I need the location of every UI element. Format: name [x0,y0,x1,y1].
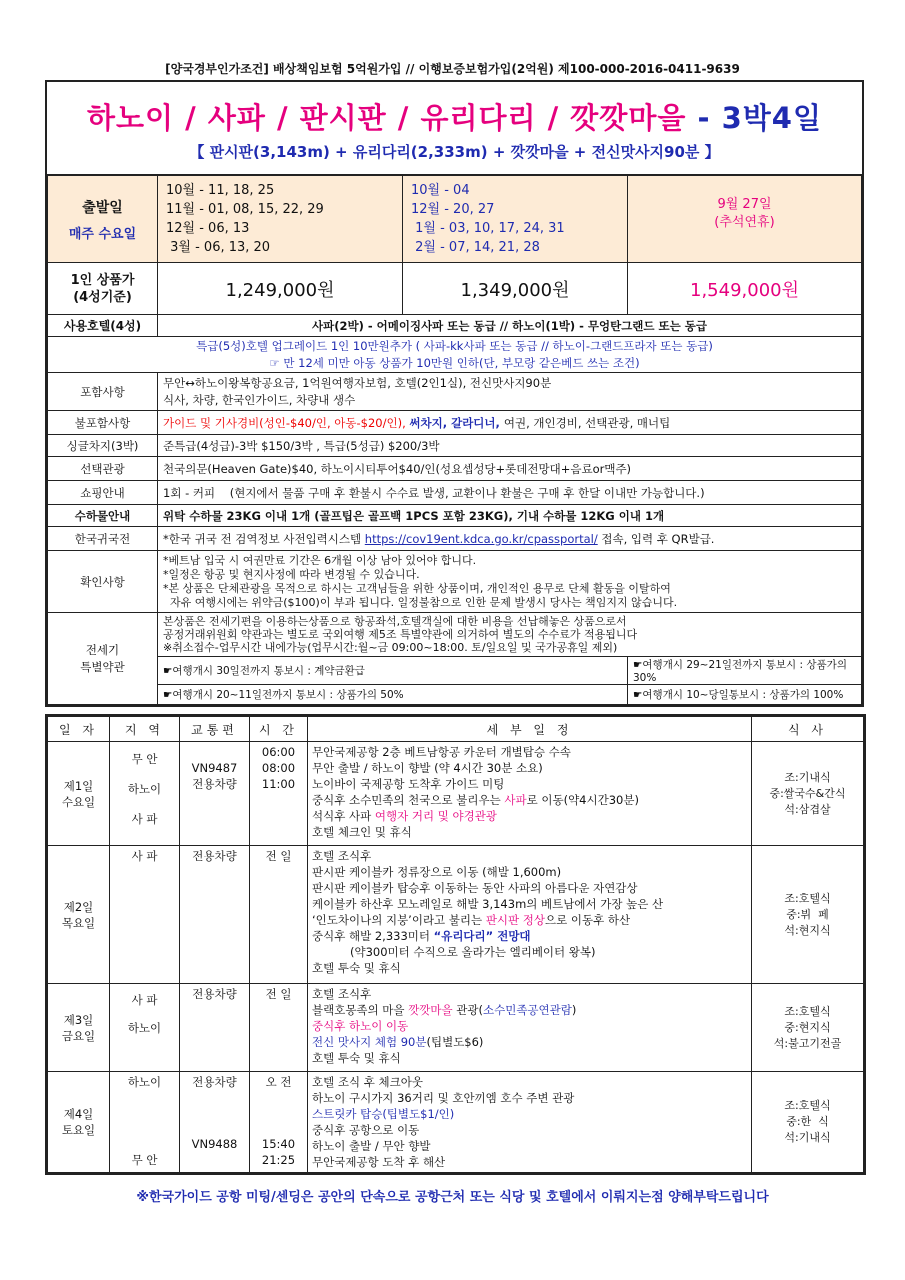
refund-rule-2: ☛여행개시 29~21일전까지 통보시 : 상품가의 30% [628,657,862,685]
detail-line [312,1106,747,1122]
region: 무 안 [131,1153,158,1167]
highlight: 소수민족공연관람 [483,1003,572,1017]
included-line: 식사, 차량, 한국인가이드, 차량내 생수 [163,392,356,407]
time: 전 일 [250,984,308,1072]
date-line: 10월 - 11, 18, 25 [166,183,275,198]
time: 21:25 [261,1153,296,1167]
excluded-label: 불포함사항 [48,411,158,435]
time: 11:00 [261,777,296,791]
meal: 조:호텔식 [784,1099,831,1112]
time: 08:00 [261,761,296,775]
region: 사 파 [131,993,158,1007]
flight-code: VN9488 [191,1137,238,1151]
excluded-row [48,411,862,435]
charter-line: ※취소접수-업무시간 내에가능(업무시간:월~금 09:00~18:00. 토/일요일 및 국가공휴일 제외) [163,641,618,654]
highlight: “유리다리” 전망대 [433,929,531,943]
day-of-week: 수요일 [61,794,96,809]
baggage-text: 위탁 수하물 23KG 이내 1개 (골프팁은 골프백 1PCS 포함 23KG), 기내 수하물 12KG 이내 1개 [158,505,862,527]
meal: 조:기내식 [784,770,831,784]
header-transport: 교통편 [180,717,250,742]
detail-line: 호텔 투숙 및 휴식 [312,961,401,975]
text: 로 이동(약4시간30분) [526,793,639,807]
charter-text [158,613,862,657]
title-duration: - 3박4일 [697,101,822,135]
detail-line: 노이바이 국제공항 도착후 가이드 미팅 [312,777,505,791]
transport: 전용차량 [180,846,250,984]
time: 오 전 [265,1075,292,1089]
meal: 중:한 식 [786,1115,829,1128]
time: 15:40 [261,1137,296,1151]
detail-line [312,808,747,824]
refund-rule-4: ☛여행개시 10~당일통보시 : 상품가의 100% [628,685,862,705]
return-row [48,527,862,551]
region-cell [110,742,180,846]
page-subtitle: 【 판시판(3,143m) + 유리다리(2,333m) + 깟깟마을 + 전신맛사지90분 】 [189,143,720,161]
confirm-label: 확인사항 [48,551,158,613]
optional-label: 선택관광 [48,457,158,481]
footer-notice: ※한국가이드 공항 미팅/센딩은 공안의 단속으로 공항근처 또는 식당 및 호텔에서 이뤄지는점 양해부탁드립니다 [136,1190,769,1205]
region: 무 안 [131,752,158,766]
detail-line: 하노이 구시가지 36거리 및 호안끼엠 호수 주변 관광 [312,1091,575,1105]
meal: 조:호텔식 [784,891,831,905]
meal: 조:호텔식 [784,1004,831,1018]
quarantine-link[interactable]: https://cov19ent.kdca.go.kr/cpassportal/ [364,531,598,546]
meal: 중:뷔 페 [786,907,829,921]
time: 06:00 [261,745,296,759]
text: 블랙호몽족의 마을 [312,1003,409,1017]
detail-line [312,912,747,928]
detail-line [312,928,747,944]
header-day: 일 자 [48,717,110,742]
detail-line: 판시판 케이블카 정류장으로 이동 (해발 1,600m) [312,865,562,879]
flight-code: VN9487 [191,761,238,775]
date-line: 9월 27일 [717,197,772,212]
day-of-week: 금요일 [61,1028,96,1043]
meal-cell [752,846,864,984]
detail-line: 호텔 조식후 [312,987,372,1001]
header-region: 지 역 [110,717,180,742]
charter-label-line: 전세기 [85,642,120,657]
highlight: 여행자 거리 및 야경관광 [374,809,497,823]
charter-label-line: 특별약관 [80,659,125,674]
baggage-row [48,505,862,527]
shopping-text: 1회 - 커피 (현지에서 물품 구매 후 환불시 수수료 발생, 교환이나 환불은 구매 후 한달 이내만 가능합니다.) [158,481,862,505]
header-meal: 식 사 [752,717,864,742]
detail-line: 호텔 조식후 [312,849,372,863]
shopping-label: 쇼핑안내 [48,481,158,505]
detail-line: (약300미터 수직으로 올라가는 엘리베이터 왕복) [350,945,596,959]
confirm-line: *베트남 입국 시 여권만료 기간은 6개월 이상 남아 있어야 합니다. [163,553,477,567]
detail-line: 무안국제공항 2층 베트남항공 카운터 개별탑승 수속 [312,745,571,759]
day-cell [48,984,110,1072]
text: (팁별도$6) [426,1035,484,1049]
day-number: 제2일 [63,899,94,914]
confirm-line: *일정은 항공 및 현지사정에 따라 변경될 수 있습니다. [163,567,420,581]
region: 사 파 [131,812,158,826]
meal: 석:삼겹살 [784,802,831,816]
departure-sublabel: 매주 수요일 [68,226,137,242]
hotel-row [48,315,862,337]
region-cell [110,984,180,1072]
itinerary-day-4 [48,1072,864,1173]
itinerary-day-3 [48,984,864,1072]
included-text [158,373,862,411]
optional-row [48,457,862,481]
price-1: 1,249,000원 [158,263,403,315]
single-label: 싱글차지(3박) [48,435,158,457]
departure-dates-1 [158,176,403,263]
region: 하노이 [127,1021,162,1035]
day-number: 제3일 [63,1012,94,1027]
meal-cell [752,742,864,846]
region: 사 파 [110,846,180,984]
time: 전 일 [250,846,308,984]
itinerary-table-box [45,714,866,1175]
departure-row [48,176,862,263]
meal: 석:현지식 [784,923,831,937]
refund-row-2 [48,685,862,705]
detail-cell [308,984,752,1072]
detail-line: 호텔 조식 후 체크아웃 [312,1075,423,1089]
product-info-box [45,80,864,707]
text: (팁별도$1/인) [382,1107,455,1121]
transport: 전용차량 [192,1075,237,1089]
departure-dates-2 [403,176,628,263]
date-line: (추석연휴) [714,215,775,230]
charter-row [48,613,862,657]
highlight: 전신 맛사지 체험 90분 [312,1035,427,1049]
price-label-cell [48,263,158,315]
text: 중식후 해발 2,333미터 [312,929,434,943]
day-of-week: 토요일 [61,1123,96,1137]
highlight: 스트릿카 탑승 [312,1107,383,1121]
detail-line: 호텔 투숙 및 휴식 [312,1051,401,1065]
detail-line: 중식후 하노이 이동 [312,1019,409,1033]
price-2: 1,349,000원 [403,263,628,315]
refund-rule-1: ☛여행개시 30일전까지 통보시 : 계약금환급 [158,657,628,685]
detail-line: 호텔 체크인 및 휴식 [312,825,412,839]
text: 관광( [452,1003,483,1017]
date-line: 11월 - 01, 08, 15, 22, 29 [166,202,324,217]
refund-rule-3: ☛여행개시 20~11일전까지 통보시 : 상품가의 50% [158,685,628,705]
day-cell [48,846,110,984]
day-of-week: 목요일 [61,915,96,930]
optional-text: 천국의문(Heaven Gate)$40, 하노이시티투어$40/인(성요셉성당+롯데전망대+음료or맥주) [158,457,862,481]
excluded-guide-fee: 가이드 및 기사경비(성인-$40/인, 아동-$20/인), [163,415,410,430]
meal-cell [752,984,864,1072]
confirm-row [48,551,862,613]
detail-cell [308,846,752,984]
confirm-text [158,551,862,613]
excluded-rest: 여권, 개인경비, 선택관광, 매너팁 [503,415,671,430]
date-line: 1월 - 03, 10, 17, 24, 31 [411,221,565,236]
text: 석식후 사파 [312,809,375,823]
included-line: 무안↔하노이왕복항공요금, 1억원여행자보험, 호텔(2인1실), 전신맛사지90분 [163,375,552,390]
price-label: 1인 상품가 [70,272,135,288]
day-number: 제1일 [63,778,94,793]
text: 으로 이동후 하산 [545,913,631,927]
date-line: 10월 - 04 [411,183,470,198]
transport-cell [180,742,250,846]
meal: 석:불고기전골 [773,1036,842,1050]
upgrade-text: 특급(5성)호텔 업그레이드 1인 10만원추가 ( 사파-kk사파 또는 동급 // 하노이-그랜드프라자 또는 동급) [196,338,713,353]
hotel-text: 사파(2박) - 어메이징사파 또는 동급 // 하노이(1박) - 무엉탄그랜드 또는 동급 [158,315,862,337]
detail-line: 무안국제공항 도착 후 해산 [312,1155,446,1169]
header-time: 시 간 [250,717,308,742]
price-3: 1,549,000원 [628,263,862,315]
detail-cell [308,742,752,846]
meal: 중:쌀국수&간식 [769,786,846,800]
day-cell [48,1072,110,1173]
text: ) [571,1003,577,1017]
meal: 석:기내식 [784,1131,831,1144]
included-label: 포함사항 [48,373,158,411]
hotel-label: 사용호텔(4성) [48,315,158,337]
top-notice: [양국경부인가조건] 배상책임보험 5억원가입 // 이행보증보험가입(2억원) 제100-000-2016-0411-9639 [165,62,740,76]
shopping-row [48,481,862,505]
time-cell [250,742,308,846]
transport-cell [180,1072,250,1173]
page-title [47,82,862,137]
itinerary-header [48,717,864,742]
day-number: 제4일 [63,1107,94,1121]
day-cell [48,742,110,846]
return-pre: *한국 귀국 전 검역정보 사전입력시스템 [163,531,365,546]
transport: 전용차량 [192,777,237,791]
date-line: 12월 - 06, 13 [166,221,250,236]
header-detail: 세 부 일 정 [308,717,752,742]
title-route: 하노이 / 사파 / 판시판 / 유리다리 / 깟깟마을 [87,101,698,135]
detail-line: 중식후 공항으로 이동 [312,1123,420,1137]
confirm-line: 자유 여행시에는 위약금($100)이 부과 됩니다. 일정불참으로 인한 문제 발생시 당사는 책임지지 않습니다. [163,595,678,609]
departure-label-cell [48,176,158,263]
date-line: 12월 - 20, 27 [411,202,495,217]
itinerary-table [47,716,864,1173]
itinerary-day-1 [48,742,864,846]
meal-cell [752,1072,864,1173]
baggage-label: 수하물안내 [48,505,158,527]
excluded-text [158,411,862,435]
confirm-line: *본 상품은 단체관광을 목적으로 하시는 고객님들을 위한 상품이며, 개인적인 용무로 단체 활동을 이탈하여 [163,581,671,595]
detail-cell [308,1072,752,1173]
time-cell [250,1072,308,1173]
region: 하노이 [127,1075,162,1089]
return-label: 한국귀국전 [48,527,158,551]
detail-line [312,792,747,808]
date-line: 2월 - 07, 14, 21, 28 [411,240,540,255]
region: 하노이 [127,782,162,796]
price-row [48,263,862,315]
highlight: 깟깟마을 [408,1003,453,1017]
hotel-upgrade-cell [48,337,862,373]
return-post: 접속, 입력 후 QR발급. [597,531,715,546]
itinerary-day-2 [48,846,864,984]
text: 중식후 소수민족의 천국으로 불리우는 [312,793,505,807]
info-table [47,175,862,705]
departure-label: 출발일 [82,199,123,216]
detail-line [312,1034,747,1050]
single-row [48,435,862,457]
region-cell [110,1072,180,1173]
date-line: 3월 - 06, 13, 20 [166,240,271,255]
charter-line: 본상품은 전세기편을 이용하는상품으로 항공좌석,호텔객실에 대한 비용을 선납해놓은 상품으로서 [163,615,627,628]
hotel-upgrade-row [48,337,862,373]
return-text [158,527,862,551]
refund-row-1 [48,657,862,685]
excluded-surcharge: 써차지, 갈라디너, [409,415,504,430]
included-row [48,373,862,411]
meal: 중:현지식 [784,1020,831,1034]
charter-label [48,613,158,705]
detail-line: 판시판 케이블카 탑승후 이동하는 동안 사파의 아름다운 자연감상 [312,881,638,895]
transport: 전용차량 [180,984,250,1072]
text: ‘인도차이나의 지붕’이라고 불리는 [312,913,486,927]
child-discount-text: ☞ 만 12세 미만 아동 상품가 10만원 인하(단, 부모랑 같은베드 쓰는 조건) [269,355,640,370]
departure-dates-3 [628,176,862,263]
single-text: 준특급(4성급)-3박 $150/3박 , 특급(5성급) $200/3박 [158,435,862,457]
highlight: 사파 [504,793,527,807]
detail-line: 하노이 출발 / 무안 향발 [312,1139,431,1153]
price-basis: (4성기준) [73,289,132,305]
header [47,82,862,175]
detail-line [312,1002,747,1018]
detail-line: 케이블카 하산후 모노레일로 해발 3,143m의 베트남에서 가장 높은 산 [312,897,664,911]
highlight: 판시판 정상 [485,913,546,927]
detail-line: 무안 출발 / 하노이 향발 (약 4시간 30분 소요) [312,761,543,775]
charter-line: 공정거래위원회 약관과는 별도로 국외여행 제5조 특별약관에 의거하여 별도의 수수료가 적용됩니다 [163,628,638,641]
